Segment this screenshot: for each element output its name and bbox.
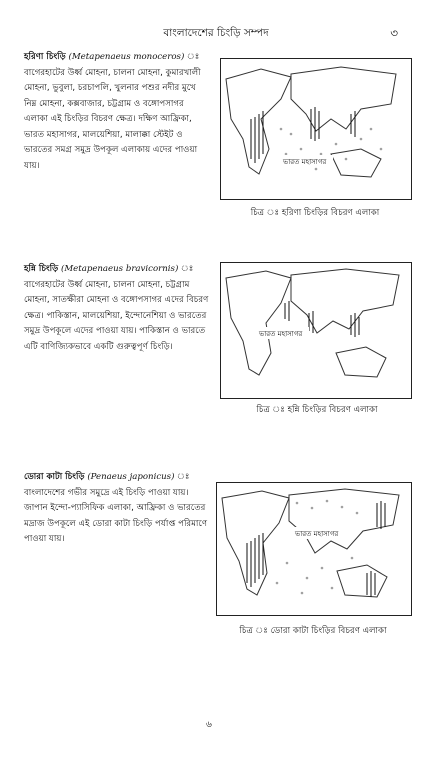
map-ocean-label: ভারত মহাসাগর [283,158,327,166]
world-map-figure [221,59,411,199]
map-ocean-label: ভারত মহাসাগর [259,330,303,338]
section-body: বাগেরহাটের উর্ধ্ব মোহনা, চালনা মোহনা, কুমারখালী মোহনা, ভুবুলা, চরচাপলি, খুলনার পশুর নদীর মুখে নিম্ন মোহনা, কক্সবাজার, চট্টগ্রাম ও বঙ্গোপসাগর এলাকা এই চিংড়ির বিচরণ ক্ষেত্র। দক্ষিণ আফ্রিকা, ভারত মহাসাগর, মালয়েশিয়া, মালাক্কা স্টেইট ও ভারতের সমগ্র সমুদ্র উপকূল এলাকায় এদের পাওয়া যায়। [24,67,201,171]
figure-caption: চিত্র ঃ হন্নি চিংড়ির বিচরণ এলাকা [256,405,378,415]
map-dora-kata-distribution [216,482,412,616]
world-map-figure [221,263,411,398]
map-horina-distribution [220,58,412,200]
species-name: হন্নি চিংড়ি [24,264,59,274]
footer-mark: ৬ [206,720,212,730]
running-title: বাংলাদেশের চিংড়ি সম্পদ [163,27,269,39]
page-header [0,26,432,44]
scientific-name: (Penaeus japonicus) [87,472,175,482]
scientific-name: (Metapenaeus bravicornis) [61,264,179,274]
scientific-name: (Metapenaeus monoceros) [68,52,185,62]
section-honni-shrimp [24,262,210,355]
species-name: ডোরা কাটা চিংড়ি [24,472,85,482]
section-dora-kata-shrimp [24,470,210,548]
species-name: হরিণা চিংড়ি [24,52,66,62]
figure-caption: চিত্র ঃ ডোরা কাটা চিংড়ির বিচরণ এলাকা [239,626,387,636]
section-horina-shrimp [24,50,210,174]
section-body: বাগেরহাটের উর্ধ্ব মোহনা, চালনা মোহনা, চট্টগ্রাম মোহনা, সাতক্ষীরা মোহনা ও বঙ্গোপসাগর এদের বিচরণ ক্ষেত্র। পাকিস্তান, মালয়েশিয়া, ইন্দোনেশিয়া ও ভারতের সমুদ্র উপকূলে এদের পাওয়া যায়। পাকিস্তান ও ভারতে এটি বাণিজ্যিকভাবে একটি গুরুত্বপূর্ণ চিংড়ি। [24,279,209,352]
figure-caption: চিত্র ঃ হরিণা চিংড়ির বিচরণ এলাকা [250,208,380,218]
map-ocean-label: ভারত মহাসাগর [295,530,339,538]
section-body: বাংলাদেশের গভীর সমুদ্রে এই চিংড়ি পাওয়া যায়। জাপান ইন্দো-প্যাসিফিক এলাকা, আফ্রিকা ও ভারতের মদ্রাজ উপকূলে এই ডোরা কাটা চিংড়ি পর্যাপ্ত পরিমাণে পাওয়া যায়। [24,487,208,544]
world-map-figure [217,483,411,615]
map-honni-distribution [220,262,412,399]
page-number: ৩ [390,26,398,40]
